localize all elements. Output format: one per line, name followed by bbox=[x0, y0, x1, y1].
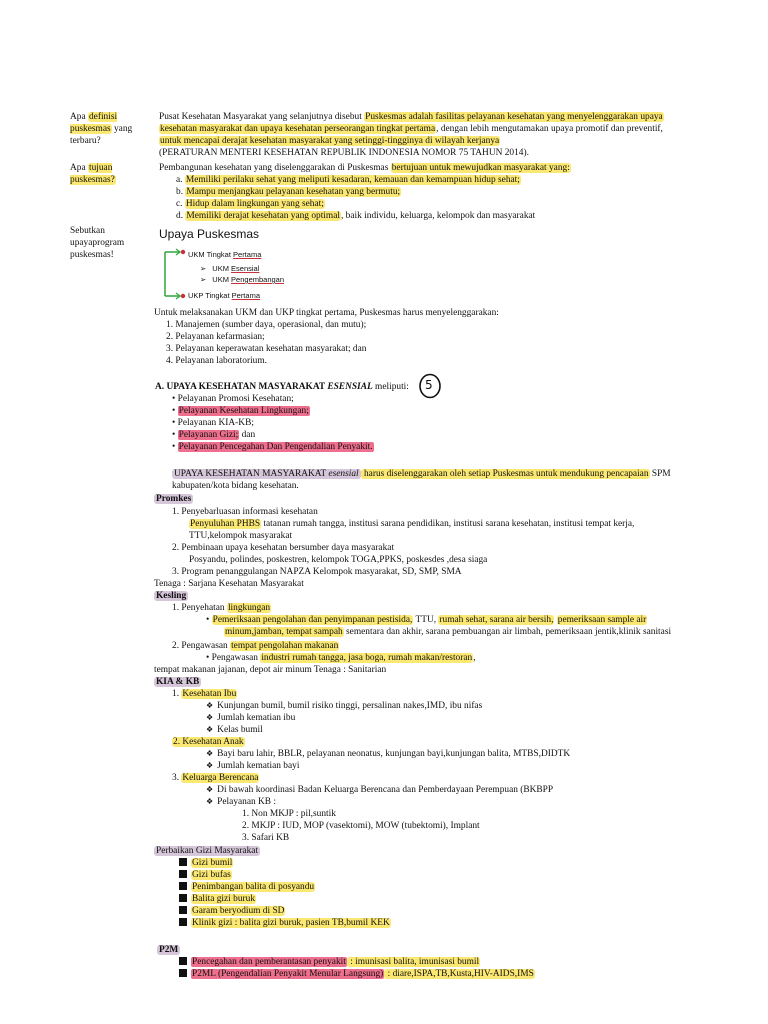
promkes-item: Penyuluhan PHBS tatanan rumah tangga, institusi sarana pendidikan, institusi sarana kesehatan, institusi tempat kerja, bbox=[190, 519, 635, 529]
kesling-label: Kesling bbox=[156, 591, 187, 601]
bracket-arrow-diagram bbox=[158, 244, 188, 302]
kia-subitem: ❖ Bayi baru lahir, BBLR, pelayanan neonatus, kunjungan bayi,kunjungan balita, MTBS,DIDTK bbox=[206, 749, 571, 759]
esensial-item: • Pelayanan KIA-KB; bbox=[172, 418, 254, 428]
goal-b: b. Mampu menjangkau pelayanan kesehatan yang bermutu; bbox=[176, 187, 401, 197]
kia-item: 2. Kesehatan Anak bbox=[173, 737, 244, 747]
kia-subitem: ❖ Jumlah kematian bayi bbox=[206, 761, 300, 771]
kia-subitem: ❖ Pelayanan KB : bbox=[206, 797, 277, 807]
p2m-item: P2ML (Pengendalian Penyakit Menular Langsung) : diare,ISPA,TB,Kusta,HIV-AIDS,IMS bbox=[179, 968, 535, 980]
promkes-item: 3. Program penanggulangan NAPZA Kelompok masyarakat, SD, SMP, SMA bbox=[172, 567, 462, 577]
p2m-item: Pencegahan dan pemberantasan penyakit : imunisasi balita, imunisasi bumil bbox=[179, 956, 480, 968]
promkes-item: TTU,kelompok masyarakat bbox=[189, 531, 293, 541]
kesling-item: • Pengawasan industri rumah tangga, jasa boga, rumah makan/restoran, bbox=[206, 653, 476, 663]
promkes-item: 1. Penyebarluasan informasi kesehatan bbox=[172, 507, 318, 517]
question-tujuan: Apa tujuan puskesmas? bbox=[70, 163, 115, 185]
kb-item: 2. MKJP : IUD, MOP (vasektomi), MOW (tubektomi), Implant bbox=[242, 821, 480, 831]
diagram-title: Upaya Puskesmas bbox=[159, 227, 260, 241]
goals-intro: Pembangunan kesehatan yang diselenggarakan di Puskesmas bertujuan untuk mewujudkan masyarakat yang: bbox=[159, 163, 570, 173]
kia-subitem: ❖ Kunjungan bumil, bumil risiko tinggi, persalinan nakes,IMD, ibu nifas bbox=[206, 701, 483, 711]
promkes-tenaga: Tenaga : Sarjana Kesehatan Masyarakat bbox=[154, 579, 304, 589]
gizi-item: Penimbangan balita di posyandu bbox=[179, 881, 315, 893]
goal-a: a. Memiliki perilaku sehat yang meliputi kesadaran, kemauan dan kemampuan hidup sehat; bbox=[176, 175, 520, 185]
promkes-item: 2. Pembinaan upaya kesehatan bersumber daya masyarakat bbox=[172, 543, 395, 553]
promkes-label: Promkes bbox=[156, 494, 192, 504]
gizi-item: Gizi bumil bbox=[179, 857, 233, 869]
kia-label: KIA & KB bbox=[156, 677, 200, 687]
gizi-item: Balita gizi buruk bbox=[179, 893, 256, 905]
ukm-paragraph-line-2: kabupaten/kota bidang kesehatan. bbox=[172, 481, 299, 491]
question-definisi: Apa definisi puskesmas yang terbaru? bbox=[70, 112, 133, 146]
diagram-ukm-esensial: ➢ UKM Esensial bbox=[200, 264, 260, 273]
kia-item: 3. Keluarga Berencana bbox=[172, 773, 259, 783]
kia-subitem: ❖ Jumlah kematian ibu bbox=[206, 713, 296, 723]
kia-subitem: ❖ Di bawah koordinasi Badan Keluarga Berencana dan Pemberdayaan Perempuan (BKBPP bbox=[206, 785, 554, 795]
diagram-ukm-pertama: UKM Tingkat Pertama bbox=[188, 250, 262, 259]
kesling-item: 2. Pengawasan tempat pengolahan makanan bbox=[172, 641, 339, 651]
gizi-item: Garam beryodium di SD bbox=[179, 905, 285, 917]
kesling-last-line: tempat makanan jajanan, depot air minum Tenaga : Sanitarian bbox=[154, 665, 387, 675]
gizi-label: Perbaikan Gizi Masyarakat bbox=[156, 846, 259, 856]
intro-item: 3. Pelayanan keperawatan kesehatan masyarakat; dan bbox=[166, 344, 367, 354]
kia-item: 1. Kesehatan Ibu bbox=[172, 689, 237, 699]
goal-c: c. Hidup dalam lingkungan yang sehat; bbox=[176, 199, 324, 209]
kb-item: 3. Safari KB bbox=[242, 833, 290, 843]
handwritten-count: 5 bbox=[425, 378, 433, 392]
gizi-item: Klinik gizi : balita gizi buruk, pasien TB,bumil KEK bbox=[179, 917, 391, 929]
kesling-item: minum,jamban, tempat sampah sementara dan akhir, sarana pembuangan air limbah, pemeriksaan jentik,klinik sanitasi bbox=[225, 627, 672, 637]
gizi-item: Gizi bufas bbox=[179, 869, 232, 881]
definition-line-3: untuk mencapai derajat kesehatan masyarakat yang setinggi-tingginya di wilayah kerjanya bbox=[160, 136, 500, 146]
kesling-item: 1. Penyehatan lingkungan bbox=[172, 603, 271, 613]
kesling-item: • Pemeriksaan pengolahan dan penyimpanan pestisida, TTU, rumah sehat, sarana air bersih, pemeriksaan sample air bbox=[206, 615, 647, 625]
diagram-ukp-pertama: UKP Tingkat Pertama bbox=[188, 291, 260, 300]
definition-line-1: Pusat Kesehatan Masyarakat yang selanjutnya disebut Puskesmas adalah fasilitas pelayanan kesehatan yang menyelenggarakan upaya bbox=[159, 112, 663, 122]
diagram-ukm-pengembangan: ➢ UKM Pengembangan bbox=[200, 275, 285, 284]
promkes-item: Posyandu, polindes, poskestren, kelompok TOGA,PPKS, poskesdes ,desa siaga bbox=[189, 555, 488, 565]
ukm-paragraph-line-1: UPAYA KESEHATAN MASYARAKAT esensial harus diselenggarakan oleh setiap Puskesmas untuk mendukung pencapaian SPM bbox=[174, 469, 671, 479]
kb-item: 1. Non MKJP : pil,suntik bbox=[242, 809, 336, 819]
esensial-item: • Pelayanan Promosi Kesehatan; bbox=[172, 394, 294, 404]
intro-lead: Untuk melaksanakan UKM dan UKP tingkat pertama, Puskesmas harus menyelenggarakan: bbox=[154, 308, 499, 318]
goal-d: d. Memiliki derajat kesehatan yang optimal, baik individu, keluarga, kelompok dan masyarakat bbox=[176, 211, 536, 221]
intro-item: 2. Pelayanan kefarmasian; bbox=[166, 332, 265, 342]
esensial-item: • Pelayanan Gizi; dan bbox=[172, 430, 256, 440]
intro-item: 4. Pelayanan laboratorium. bbox=[166, 356, 268, 366]
esensial-item: • Pelayanan Kesehatan Lingkungan; bbox=[172, 406, 309, 416]
kia-subitem: ❖ Kelas bumil bbox=[206, 725, 263, 735]
definition-line-2: kesehatan masyarakat dan upaya kesehatan perseorangan tingkat pertama, dengan lebih mengutamakan upaya promotif dan preventif, bbox=[160, 124, 663, 134]
intro-item: 1. Manajemen (sumber daya, operasional, dan mutu); bbox=[166, 320, 367, 330]
definition-source: (PERATURAN MENTERI KESEHATAN REPUBLIK INDONESIA NOMOR 75 TAHUN 2014). bbox=[159, 148, 529, 158]
question-upaya: Sebutkan upayaprogram puskesmas! bbox=[70, 226, 125, 260]
p2m-label: P2M bbox=[159, 945, 179, 955]
esensial-item: • Pelayanan Pencegahan Dan Pengendalian Penyakit. bbox=[172, 442, 373, 452]
section-a-title: A. UPAYA KESEHATAN MASYARAKAT ESENSIAL meliputi: bbox=[155, 382, 409, 392]
